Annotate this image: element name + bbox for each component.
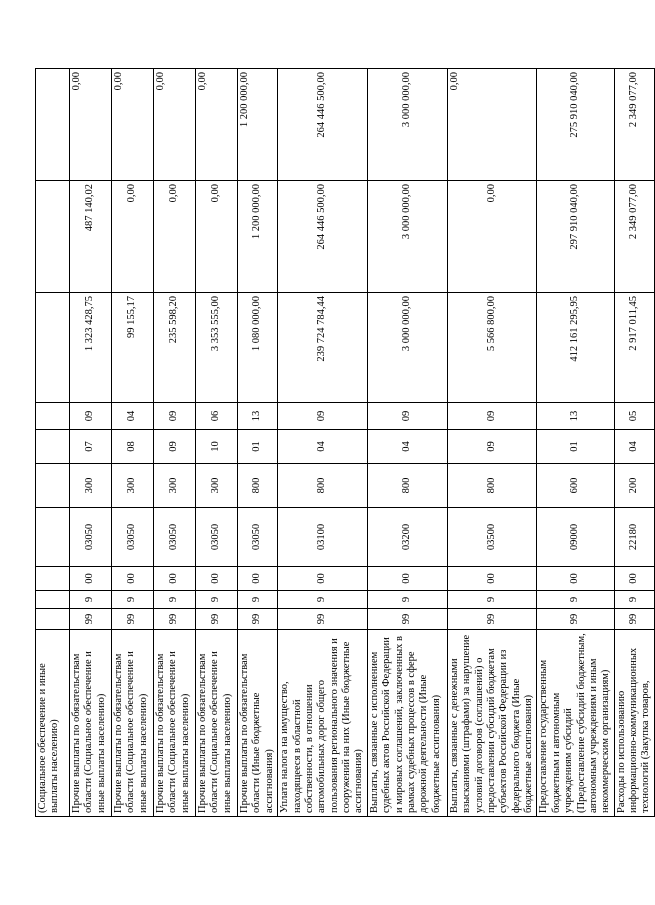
amount-cell: 3 000 000,00 [367, 181, 447, 293]
row-name: Прочие выплаты по обязательствам области (Социальное обеспечение и иные выплаты населению) [154, 630, 196, 817]
code-cell: 300 [196, 464, 238, 508]
code-cell: 800 [447, 464, 537, 508]
code-cell: 99 [278, 609, 368, 630]
code-cell: 9 [614, 591, 654, 609]
amount-cell: 412 161 295,95 [537, 293, 614, 403]
code-cell: 13 [238, 403, 278, 430]
table-row [447, 69, 537, 817]
code-cell: 08 [112, 430, 154, 464]
code-cell: 9 [367, 591, 447, 609]
amount-cell: 0,00 [447, 181, 537, 293]
code-cell: 99 [154, 609, 196, 630]
table-row [537, 69, 614, 817]
amount-cell: 297 910 040,00 [537, 181, 614, 293]
amount-cell: 0,00 [112, 69, 154, 181]
row-name: Уплата налога на имущество, находящееся в областной собственности, в отношении автомобильных дорог общего пользования регионального значения и сооружений на них (Иные бюджетные ассигнования) [278, 630, 368, 817]
rotated-page [35, 69, 652, 817]
code-cell: 800 [278, 464, 368, 508]
code-cell: 07 [70, 430, 112, 464]
row-name: Выплаты, связанные с исполнением судебных актов Российской Федерации и мировых соглашений, заключенных в рамках судебных процессов в сфере дорожной деятельности (Иные бюджетные ассигнования) [367, 630, 447, 817]
empty-cell [36, 69, 70, 181]
amount-cell: 1 080 000,00 [238, 293, 278, 403]
code-cell: 00 [278, 567, 368, 591]
empty-cell [36, 464, 70, 508]
code-cell: 00 [196, 567, 238, 591]
code-cell: 00 [447, 567, 537, 591]
code-cell: 99 [447, 609, 537, 630]
code-cell: 06 [196, 403, 238, 430]
code-cell: 09 [447, 430, 537, 464]
code-cell: 00 [112, 567, 154, 591]
row-name: Предоставление государственным бюджетным и автономным учреждениям субсидий (Предоставление субсидий бюджетным, автономным учреждениям и иным некоммерческим организациям) [537, 630, 614, 817]
code-cell: 05 [614, 403, 654, 430]
table-row [367, 69, 447, 817]
code-cell: 09 [278, 403, 368, 430]
amount-cell: 264 446 500,00 [278, 181, 368, 293]
code-cell: 04 [278, 430, 368, 464]
amount-cell: 3 353 555,00 [196, 293, 238, 403]
table-row [70, 69, 112, 817]
table-row [238, 69, 278, 817]
row-name: Прочие выплаты по обязательствам области (Социальное обеспечение и иные выплаты населению) [196, 630, 238, 817]
amount-cell: 3 000 000,00 [367, 69, 447, 181]
amount-cell: 1 200 000,00 [238, 69, 278, 181]
amount-cell: 5 566 800,00 [447, 293, 537, 403]
code-cell: 99 [196, 609, 238, 630]
amount-cell: 0,00 [196, 69, 238, 181]
empty-cell [36, 567, 70, 591]
table-row [154, 69, 196, 817]
table-row-top [36, 69, 70, 817]
amount-cell: 0,00 [154, 181, 196, 293]
code-cell: 00 [154, 567, 196, 591]
code-cell: 00 [614, 567, 654, 591]
code-cell: 00 [70, 567, 112, 591]
row-name: Выплаты, связанные с денежными взысканиями (штрафами) за нарушение условий договоров (соглашений) о предоставлении субсидий бюджетам субъектов Российской Федерации из федерального бюджета (Иные бюджетные ассигнования) [447, 630, 537, 817]
code-cell: 09 [367, 403, 447, 430]
empty-cell [36, 181, 70, 293]
code-cell: 300 [154, 464, 196, 508]
amount-cell: 235 598,20 [154, 293, 196, 403]
code-cell: 200 [614, 464, 654, 508]
code-cell: 9 [447, 591, 537, 609]
empty-cell [36, 591, 70, 609]
code-cell: 300 [112, 464, 154, 508]
row-name: Прочие выплаты по обязательствам области (Иные бюджетные ассигнования) [238, 630, 278, 817]
row-name: Расходы по использованию информационно-коммуникационных технологий (Закупка товаров, [614, 630, 654, 817]
amount-cell: 239 724 784,44 [278, 293, 368, 403]
amount-cell: 0,00 [447, 69, 537, 181]
code-cell: 03100 [278, 508, 368, 567]
code-cell: 99 [238, 609, 278, 630]
code-cell: 00 [537, 567, 614, 591]
code-cell: 00 [367, 567, 447, 591]
empty-cell [36, 293, 70, 403]
code-cell: 9 [154, 591, 196, 609]
code-cell: 99 [537, 609, 614, 630]
amount-cell: 1 200 000,00 [238, 181, 278, 293]
amount-cell: 2 349 077,00 [614, 69, 654, 181]
code-cell: 800 [238, 464, 278, 508]
code-cell: 99 [70, 609, 112, 630]
code-cell: 99 [614, 609, 654, 630]
code-cell: 03050 [196, 508, 238, 567]
code-cell: 01 [537, 430, 614, 464]
code-cell: 09000 [537, 508, 614, 567]
code-cell: 09 [154, 430, 196, 464]
code-cell: 09 [154, 403, 196, 430]
amount-cell: 2 349 077,00 [614, 181, 654, 293]
amount-cell: 99 155,17 [112, 293, 154, 403]
code-cell: 03050 [70, 508, 112, 567]
amount-cell: 0,00 [112, 181, 154, 293]
code-cell: 03050 [238, 508, 278, 567]
code-cell: 600 [537, 464, 614, 508]
row-name: Прочие выплаты по обязательствам области (Социальное обеспечение и иные выплаты населению) [112, 630, 154, 817]
amount-cell: 264 446 500,00 [278, 69, 368, 181]
code-cell: 03050 [112, 508, 154, 567]
amount-cell: 0,00 [154, 69, 196, 181]
table-row [278, 69, 368, 817]
code-cell: 09 [70, 403, 112, 430]
table-row [112, 69, 154, 817]
code-cell: 99 [367, 609, 447, 630]
amount-cell: 2 917 011,45 [614, 293, 654, 403]
amount-cell: 275 910 040,00 [537, 69, 614, 181]
empty-cell [36, 403, 70, 430]
code-cell: 03050 [154, 508, 196, 567]
code-cell: 9 [278, 591, 368, 609]
code-cell: 03500 [447, 508, 537, 567]
code-cell: 00 [238, 567, 278, 591]
code-cell: 9 [112, 591, 154, 609]
row-name: Прочие выплаты по обязательствам области (Социальное обеспечение и иные выплаты населению) [70, 630, 112, 817]
amount-cell: 0,00 [196, 181, 238, 293]
table-row [196, 69, 238, 817]
empty-cell [36, 609, 70, 630]
code-cell: 13 [537, 403, 614, 430]
code-cell: 99 [112, 609, 154, 630]
code-cell: 9 [537, 591, 614, 609]
code-cell: 01 [238, 430, 278, 464]
code-cell: 04 [367, 430, 447, 464]
code-cell: 9 [196, 591, 238, 609]
amount-cell: 487 140,02 [70, 181, 112, 293]
code-cell: 800 [367, 464, 447, 508]
code-cell: 10 [196, 430, 238, 464]
code-cell: 04 [112, 403, 154, 430]
code-cell: 9 [238, 591, 278, 609]
amount-cell: 0,00 [70, 69, 112, 181]
amount-cell: 1 323 428,75 [70, 293, 112, 403]
empty-cell [36, 508, 70, 567]
budget-table [35, 68, 655, 817]
code-cell: 03200 [367, 508, 447, 567]
code-cell: 9 [70, 591, 112, 609]
amount-cell: 3 000 000,00 [367, 293, 447, 403]
table-row [614, 69, 654, 817]
empty-cell [36, 430, 70, 464]
code-cell: 09 [447, 403, 537, 430]
row-name: (Социальное обеспечение и иные выплаты населению) [36, 630, 70, 817]
code-cell: 04 [614, 430, 654, 464]
code-cell: 300 [70, 464, 112, 508]
code-cell: 22180 [614, 508, 654, 567]
